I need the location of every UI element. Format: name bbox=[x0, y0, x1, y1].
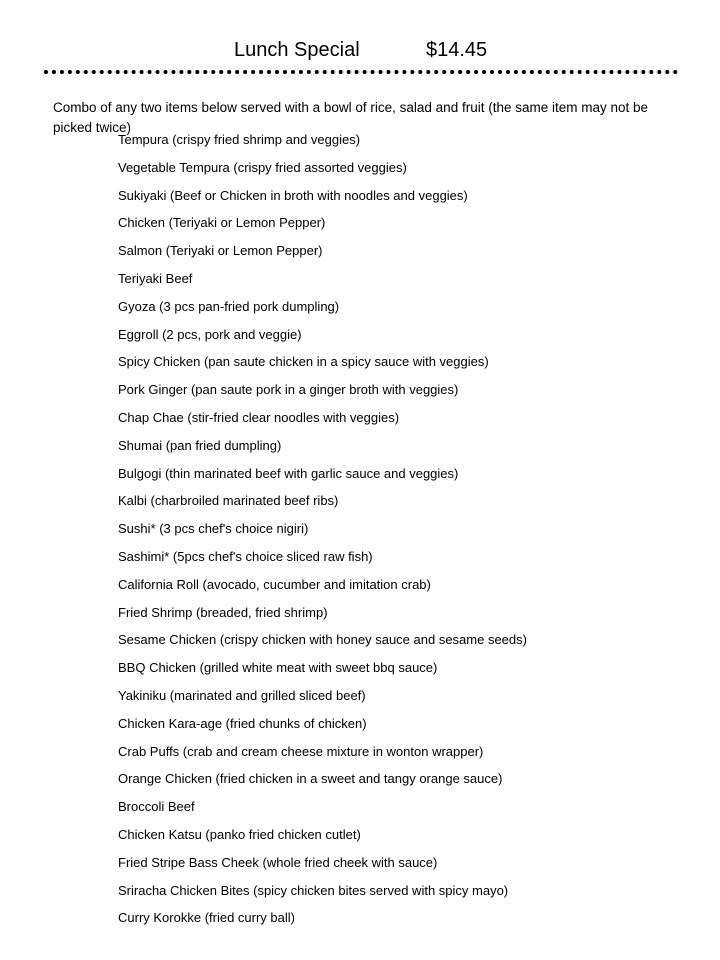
menu-item: Chicken (Teriyaki or Lemon Pepper) bbox=[118, 215, 326, 231]
menu-item: Chap Chae (stir-fried clear noodles with veggies) bbox=[118, 409, 400, 425]
dotted-divider bbox=[44, 70, 678, 74]
menu-item: Eggroll (2 pcs, pork and veggie) bbox=[118, 326, 302, 342]
menu-item: Chicken Katsu (panko fried chicken cutlet) bbox=[118, 826, 361, 842]
menu-item-list bbox=[118, 129, 698, 935]
menu-item: Chicken Kara-age (fried chunks of chicken) bbox=[118, 715, 367, 731]
menu-item: Kalbi (charbroiled marinated beef ribs) bbox=[118, 493, 339, 509]
menu-item: Shumai (pan fried dumpling) bbox=[118, 437, 282, 453]
menu-header bbox=[0, 37, 720, 65]
menu-item: Sushi* (3 pcs chef's choice nigiri) bbox=[118, 521, 309, 537]
menu-item: Sashimi* (5pcs chef's choice sliced raw fish) bbox=[118, 548, 373, 564]
menu-item: Sukiyaki (Beef or Chicken in broth with noodles and veggies) bbox=[118, 187, 468, 203]
menu-item: Pork Ginger (pan saute pork in a ginger broth with veggies) bbox=[118, 382, 459, 398]
menu-item: Sesame Chicken (crispy chicken with honey sauce and sesame seeds) bbox=[118, 632, 527, 648]
menu-item: Fried Stripe Bass Cheek (whole fried cheek with sauce) bbox=[118, 854, 438, 870]
menu-item: California Roll (avocado, cucumber and imitation crab) bbox=[118, 576, 431, 592]
menu-price: $14.45 bbox=[426, 39, 488, 61]
menu-item: BBQ Chicken (grilled white meat with sweet bbq sauce) bbox=[118, 660, 438, 676]
menu-item: Tempura (crispy fried shrimp and veggies) bbox=[118, 132, 361, 147]
menu-item: Orange Chicken (fried chicken in a sweet and tangy orange sauce) bbox=[118, 771, 503, 787]
menu-item: Gyoza (3 pcs pan-fried pork dumpling) bbox=[118, 298, 340, 314]
menu-item: Fried Shrimp (breaded, fried shrimp) bbox=[118, 604, 328, 620]
menu-description: Combo of any two items below served with a bowl of rice, salad and fruit (the same item may not be picked twice) bbox=[53, 99, 649, 135]
menu-item: Vegetable Tempura (crispy fried assorted veggies) bbox=[118, 159, 407, 175]
menu-item: Sriracha Chicken Bites (spicy chicken bites served with spicy mayo) bbox=[118, 882, 509, 898]
menu-item: Spicy Chicken (pan saute chicken in a spicy sauce with veggies) bbox=[118, 354, 489, 370]
menu-item: Yakiniku (marinated and grilled sliced beef) bbox=[118, 687, 366, 703]
menu-item: Teriyaki Beef bbox=[118, 270, 193, 286]
menu-item: Broccoli Beef bbox=[118, 799, 195, 815]
menu-item: Salmon (Teriyaki or Lemon Pepper) bbox=[118, 243, 323, 259]
menu-item: Crab Puffs (crab and cream cheese mixture in wonton wrapper) bbox=[118, 743, 484, 759]
menu-title: Lunch Special bbox=[234, 39, 360, 61]
menu-item: Bulgogi (thin marinated beef with garlic sauce and veggies) bbox=[118, 465, 459, 481]
menu-item: Curry Korokke (fried curry ball) bbox=[118, 910, 295, 926]
